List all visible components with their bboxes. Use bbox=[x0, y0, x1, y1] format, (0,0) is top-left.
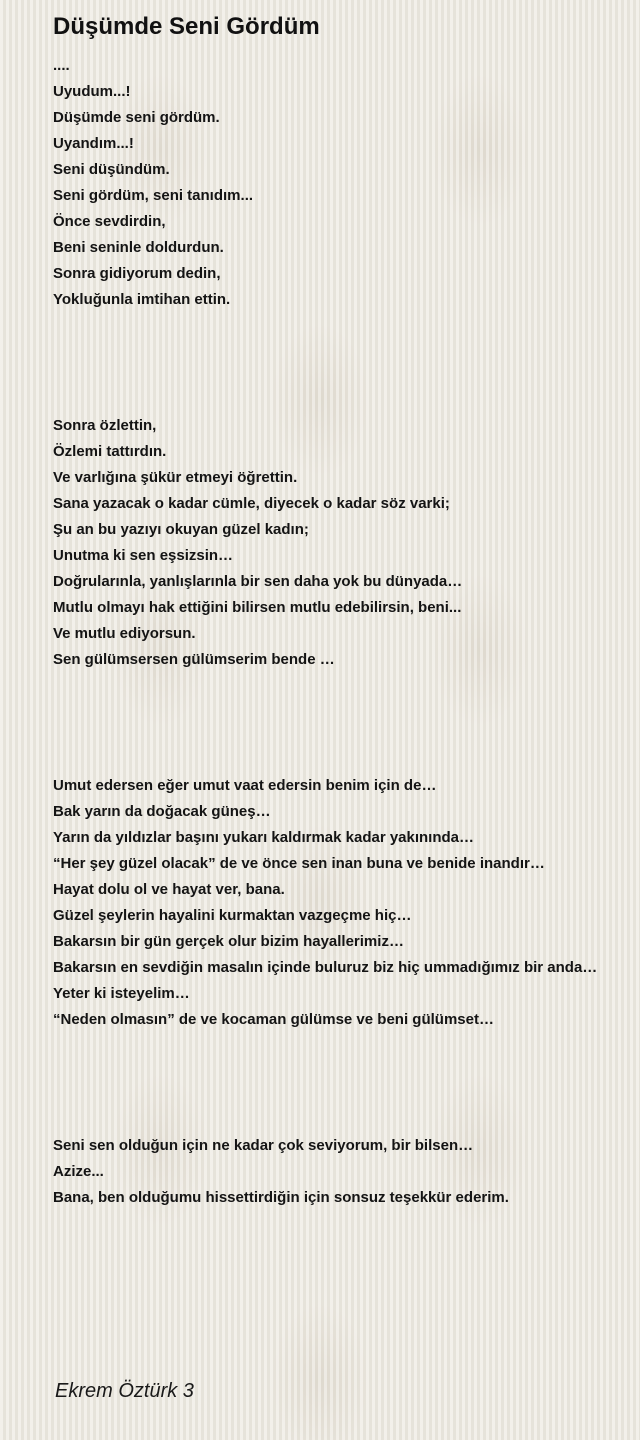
stanza-4 bbox=[53, 1133, 640, 1211]
author-signature: Ekrem Öztürk 3 bbox=[55, 1380, 194, 1402]
poem-line: Uyandım...! bbox=[53, 135, 134, 152]
poem-line: Bakarsın bir gün gerçek olur bizim hayallerimiz… bbox=[53, 933, 404, 950]
poem-line: Sen gülümsersen gülümserim bende … bbox=[53, 651, 335, 668]
poem-line: Yeter ki isteyelim… bbox=[53, 985, 190, 1002]
stanza-3 bbox=[53, 773, 640, 1033]
poem-line: Güzel şeylerin hayalini kurmaktan vazgeçme hiç… bbox=[53, 907, 412, 924]
poem-line: “Her şey güzel olacak” de ve önce sen inan buna ve benide inandır… bbox=[53, 855, 545, 872]
poem-line: Sonra özlettin, bbox=[53, 417, 157, 434]
poem-line: Yarın da yıldızlar başını yukarı kaldırmak kadar yakınında… bbox=[53, 829, 475, 846]
poem-line: Azize... bbox=[53, 1163, 104, 1180]
poem-body bbox=[53, 53, 640, 1211]
poem-line: Seni düşündüm. bbox=[53, 161, 170, 178]
poem-line: Önce sevdirdin, bbox=[53, 213, 166, 230]
poem-title: Düşümde Seni Gördüm bbox=[53, 13, 320, 40]
poem-line: Özlemi tattırdın. bbox=[53, 443, 167, 460]
poem-line: Mutlu olmayı hak ettiğini bilirsen mutlu edebilirsin, beni... bbox=[53, 599, 462, 616]
poem-line: .... bbox=[53, 57, 70, 74]
poem-line: Ve varlığına şükür etmeyi öğrettin. bbox=[53, 469, 298, 486]
poem-line: Unutma ki sen eşsizsin… bbox=[53, 547, 234, 564]
poem-line: Umut edersen eğer umut vaat edersin benim için de… bbox=[53, 777, 437, 794]
poem-line: Bakarsın en sevdiğin masalın içinde buluruz biz hiç ummadığımız bir anda… bbox=[53, 959, 598, 976]
poem-line: Seni gördüm, seni tanıdım... bbox=[53, 187, 254, 204]
poem-line: Ve mutlu ediyorsun. bbox=[53, 625, 196, 642]
poem-line: Beni seninle doldurdun. bbox=[53, 239, 224, 256]
poem-line: “Neden olmasın” de ve kocaman gülümse ve beni gülümset… bbox=[53, 1011, 494, 1028]
stanza-2 bbox=[53, 413, 640, 673]
poem-line: Doğrularınla, yanlışlarınla bir sen daha yok bu dünyada… bbox=[53, 573, 463, 590]
poem-line: Şu an bu yazıyı okuyan güzel kadın; bbox=[53, 521, 309, 538]
stanza-1 bbox=[53, 53, 640, 313]
poem-line: Sana yazacak o kadar cümle, diyecek o kadar söz varki; bbox=[53, 495, 450, 512]
poem-line: Bak yarın da doğacak güneş… bbox=[53, 803, 271, 820]
poem-line: Uyudum...! bbox=[53, 83, 131, 100]
poem-line: Düşümde seni gördüm. bbox=[53, 109, 220, 126]
poem-line: Bana, ben olduğumu hissettirdiğin için sonsuz teşekkür ederim. bbox=[53, 1189, 509, 1206]
poem-line: Seni sen olduğun için ne kadar çok seviyorum, bir bilsen… bbox=[53, 1137, 474, 1154]
poem-line: Hayat dolu ol ve hayat ver, bana. bbox=[53, 881, 285, 898]
poem-line: Yokluğunla imtihan ettin. bbox=[53, 291, 231, 308]
poem-line: Sonra gidiyorum dedin, bbox=[53, 265, 221, 282]
